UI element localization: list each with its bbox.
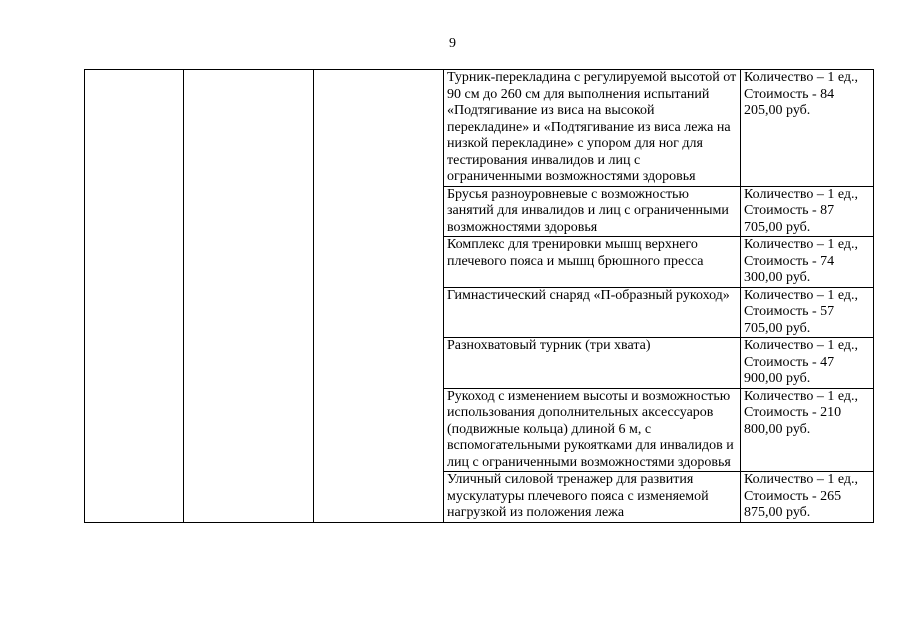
item-name-cell: Уличный силовой тренажер для развития мускулатуры плечевого пояса с изменяемой нагрузкой из положения лежа bbox=[444, 472, 741, 523]
quantity-text: Количество – 1 ед., bbox=[744, 388, 859, 404]
quantity-text: Количество – 1 ед., bbox=[744, 70, 859, 85]
cost-text: Стоимость - 84 bbox=[744, 86, 835, 102]
quantity-cost-cell bbox=[741, 287, 874, 338]
quantity-cost-cell bbox=[741, 237, 874, 288]
cost-amount-text: 300,00 руб. bbox=[744, 270, 811, 285]
cost-amount-text: 205,00 руб. bbox=[744, 103, 811, 118]
equipment-table-body bbox=[85, 70, 874, 523]
cost-amount-text: 800,00 руб. bbox=[744, 421, 811, 437]
quantity-cost-cell bbox=[741, 472, 874, 523]
page-number: 9 bbox=[449, 36, 456, 51]
empty-cell-col3 bbox=[314, 70, 444, 523]
item-name-cell: Брусья разноуровневые с возможностью занятий для инвалидов и лиц с ограниченными возможностями здоровья bbox=[444, 186, 741, 237]
quantity-cost-cell bbox=[741, 186, 874, 237]
quantity-text: Количество – 1 ед., bbox=[744, 338, 859, 353]
cost-amount-text: 900,00 руб. bbox=[744, 371, 811, 386]
empty-cell-col2 bbox=[184, 70, 314, 523]
cost-text: Стоимость - 210 bbox=[744, 405, 842, 420]
cost-text: Стоимость - 74 bbox=[744, 253, 835, 269]
item-name-cell: Гимнастический снаряд «П-образный рукоход» bbox=[444, 287, 741, 338]
cost-text: Стоимость - 265 bbox=[744, 488, 842, 504]
equipment-table bbox=[84, 69, 874, 523]
table-row bbox=[85, 70, 874, 187]
item-name-cell: Разнохватовый турник (три хвата) bbox=[444, 338, 741, 389]
item-name-cell: Турник-перекладина с регулируемой высотой от 90 см до 260 см для выполнения испытаний «Подтягивание из виса на высокой перекладине» и «Подтягивание из виса лежа на низкой перекладине» с упором для ног для тестирования инвалидов и лиц с ограниченными возможностями здоровья bbox=[444, 70, 741, 187]
quantity-text: Количество – 1 ед., bbox=[744, 472, 859, 487]
cost-amount-text: 875,00 руб. bbox=[744, 505, 811, 520]
cost-amount-text: 705,00 руб. bbox=[744, 320, 811, 336]
quantity-cost-cell bbox=[741, 70, 874, 187]
quantity-text: Количество – 1 ед., bbox=[744, 287, 859, 303]
cost-text: Стоимость - 57 bbox=[744, 304, 835, 319]
quantity-text: Количество – 1 ед., bbox=[744, 237, 859, 252]
cost-amount-text: 705,00 руб. bbox=[744, 219, 811, 235]
quantity-cost-cell bbox=[741, 388, 874, 472]
quantity-text: Количество – 1 ед., bbox=[744, 186, 859, 202]
item-name-cell: Рукоход с изменением высоты и возможностью использования дополнительных аксессуаров (подвижные кольца) длиной 6 м, с вспомогательными рукоятками для инвалидов и лиц с ограниченными возможностями здоровья bbox=[444, 388, 741, 472]
quantity-cost-cell bbox=[741, 338, 874, 389]
cost-text: Стоимость - 47 bbox=[744, 354, 835, 370]
empty-cell-col1 bbox=[85, 70, 184, 523]
cost-text: Стоимость - 87 bbox=[744, 203, 835, 218]
item-name-cell: Комплекс для тренировки мышц верхнего плечевого пояса и мышц брюшного пресса bbox=[444, 237, 741, 288]
